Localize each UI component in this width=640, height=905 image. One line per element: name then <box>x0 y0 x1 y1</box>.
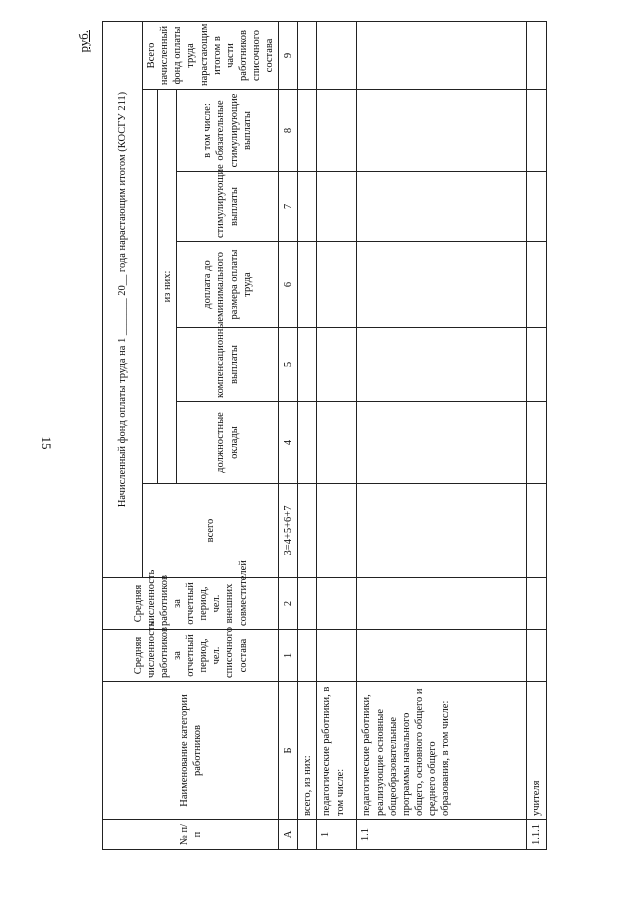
header-avg-staff: Средняя численность работников за отчетный период, чел. списочного состава <box>103 630 279 682</box>
header-fund-title: Начисленный фонд оплаты труда на 1 _______ 20__ года нарастающим итогом (КОСГУ 211) <box>103 21 143 577</box>
header-total: всего <box>143 484 279 578</box>
index-cell: 3=4+5+6+7 <box>279 484 298 578</box>
row-number: 1.1.1 <box>527 820 546 850</box>
row-label: учителя <box>527 682 546 820</box>
header-stimulating: стимулирующие выплаты <box>176 172 278 242</box>
header-avg-external: Средняя численность работников за отчетный период, чел. внешних совместителей <box>103 578 279 630</box>
index-cell: 5 <box>279 328 298 402</box>
header-spacer <box>143 90 158 484</box>
header-number: № п/п <box>103 820 279 850</box>
row-label: педагогические работники, в том числе: <box>317 682 357 820</box>
header-of-them: из них: <box>158 90 177 484</box>
row-number <box>298 820 317 850</box>
page-number: 15 <box>39 436 54 450</box>
table-row <box>298 21 317 849</box>
header-min-wage-topup: доплата до минимального размера оплаты труда <box>176 242 278 328</box>
index-cell: 9 <box>279 21 298 89</box>
index-cell: 4 <box>279 402 298 484</box>
rotated-table-area <box>76 23 625 850</box>
table-row <box>317 21 357 849</box>
row-label: всего, из них: <box>298 682 317 820</box>
index-cell: 6 <box>279 242 298 328</box>
index-cell: 2 <box>279 578 298 630</box>
table-row <box>527 21 546 849</box>
row-number: 1.1 <box>357 820 527 850</box>
header-salaries: должностные оклады <box>176 402 278 484</box>
header-category: Наименование категории работников <box>103 682 279 820</box>
currency-unit: руб. <box>76 30 91 53</box>
index-cell: 7 <box>279 172 298 242</box>
wage-fund-table <box>102 21 547 850</box>
index-cell: А <box>279 820 298 850</box>
header-incl-mandatory: в том числе: обязательные стимулирующие выплаты <box>176 90 278 172</box>
header-fund-total: Всего начисленный фонд оплаты труда нарастающим итогом в части работников списочного состава <box>143 21 279 89</box>
index-cell: 8 <box>279 90 298 172</box>
row-number: 1 <box>317 820 357 850</box>
index-cell: Б <box>279 682 298 820</box>
row-label: педагогические работники, реализующие основные общеобразовательные программы начального общего, основного общего и среднего общего образования, в том числе: <box>357 682 527 820</box>
index-cell: 1 <box>279 630 298 682</box>
table-row <box>357 21 527 849</box>
header-compensation: компенсационные выплаты <box>176 328 278 402</box>
column-index-row <box>279 21 298 849</box>
